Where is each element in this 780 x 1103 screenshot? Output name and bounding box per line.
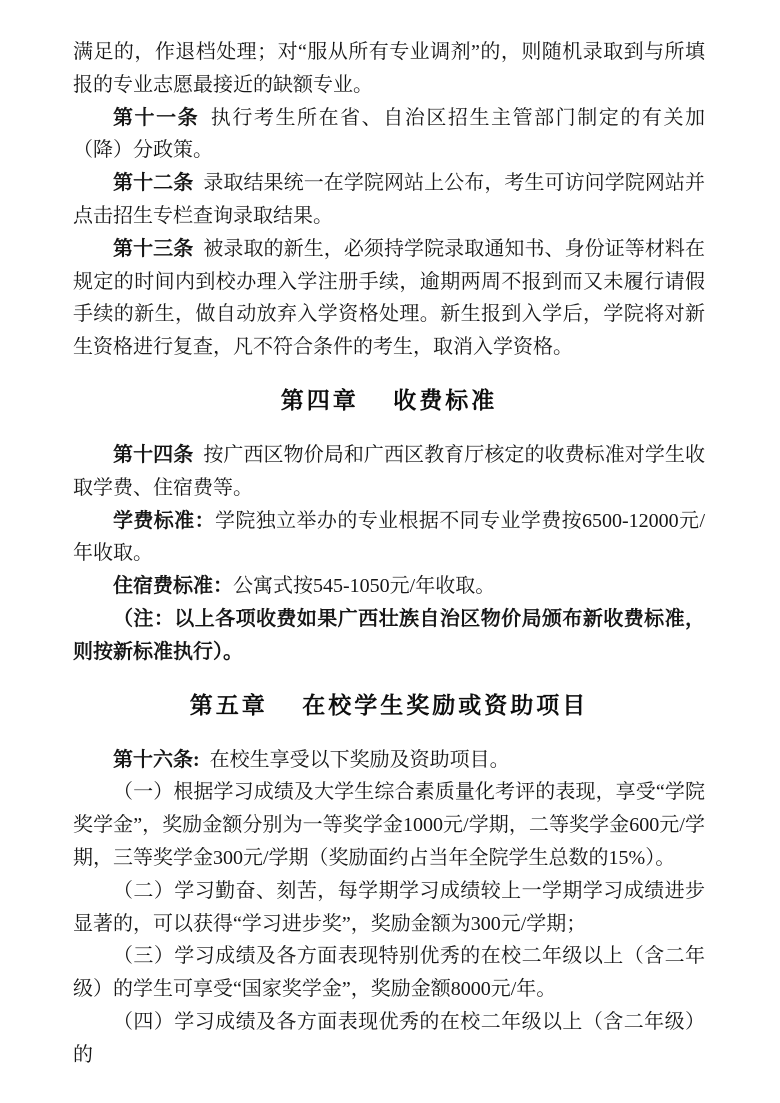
list-item-4 [73, 1006, 705, 1072]
accommodation-standard-paragraph [73, 570, 705, 603]
article-text: 在校生享受以下奖励及资助项目。 [209, 748, 510, 771]
chapter-title: 在校学生奖励或资助项目 [302, 691, 589, 718]
article-text: 执行考生所在省、自治区招生主管部门制定的有关加（降）分政策。 [73, 106, 706, 162]
article-label: 第十四条 [113, 443, 204, 466]
list-item-2 [73, 875, 705, 941]
article-text: 公寓式按545-1050元/年收取。 [233, 575, 496, 598]
article-label: 住宿费标准： [113, 575, 233, 598]
article-label: 第十二条 [113, 172, 204, 195]
article-label: 第十六条: [113, 748, 210, 771]
paragraph-text: 满足的，作退档处理；对“服从所有专业调剂”的，则随机录取到与所填报的专业志愿最接近的缺额专业。 [73, 41, 705, 96]
article-text: 录取结果统一在学院网站上公布，考生可访问学院网站并点击招生专栏查询录取结果。 [73, 172, 706, 227]
list-item-text: （四）学习成绩及各方面表现优秀的在校二年级以上（含二年级）的 [73, 1010, 705, 1066]
article-text: 学院独立举办的专业根据不同专业学费按6500-12000元/年收取。 [73, 509, 706, 565]
article-paragraph-11 [73, 102, 705, 168]
article-text: 按广西区物价局和广西区教育厅核定的收费标准对学生收取学费、住宿费等。 [73, 443, 706, 499]
article-label: 学费标准： [113, 509, 215, 532]
chapter-number: 第四章 [280, 386, 359, 413]
note-text: （注：以上各项收费如果广西壮族自治区物价局颁布新收费标准，则按新标准执行）。 [73, 607, 705, 663]
article-label: 第十三条 [113, 237, 204, 260]
tuition-standard-paragraph [73, 505, 705, 571]
list-item-1 [73, 776, 705, 874]
article-paragraph-16 [73, 744, 705, 777]
fee-note-paragraph [73, 603, 705, 669]
chapter-title: 收费标准 [393, 386, 498, 413]
list-item-text: （三）学习成绩及各方面表现特别优秀的在校二年级以上（含二年级）的学生可享受“国家奖学金”，奖励金额8000元/年。 [73, 945, 705, 1001]
list-item-text: （一）根据学习成绩及大学生综合素质量化考评的表现，享受“学院奖学金”，奖励金额分别为一等奖学金1000元/学期，二等奖学金600元/学期，三等奖学金300元/学期（奖励面约占当年全院学生总数的15%）。 [73, 781, 705, 869]
article-text: 被录取的新生，必须持学院录取通知书、身份证等材料在规定的时间内到校办理入学注册手续，逾期两周不报到而又未履行请假手续的新生，做自动放弃入学资格处理。新生报到入学后，学院将对新生资格进行复查，凡不符合条件的考生，取消入学资格。 [73, 237, 706, 359]
article-paragraph-14 [73, 439, 705, 505]
chapter-number: 第五章 [189, 691, 268, 718]
list-item-text: （二）学习勤奋、刻苦，每学期学习成绩较上一学期学习成绩进步显著的，可以获得“学习进步奖”，奖励金额为300元/学期； [73, 879, 705, 935]
article-paragraph-13 [73, 233, 705, 364]
article-label: 第十一条 [113, 106, 210, 129]
chapter-heading-5 [73, 689, 705, 722]
article-paragraph-12 [73, 167, 705, 233]
list-item-3 [73, 940, 705, 1006]
chapter-heading-4 [73, 384, 705, 417]
paragraph-continuation [73, 36, 705, 102]
